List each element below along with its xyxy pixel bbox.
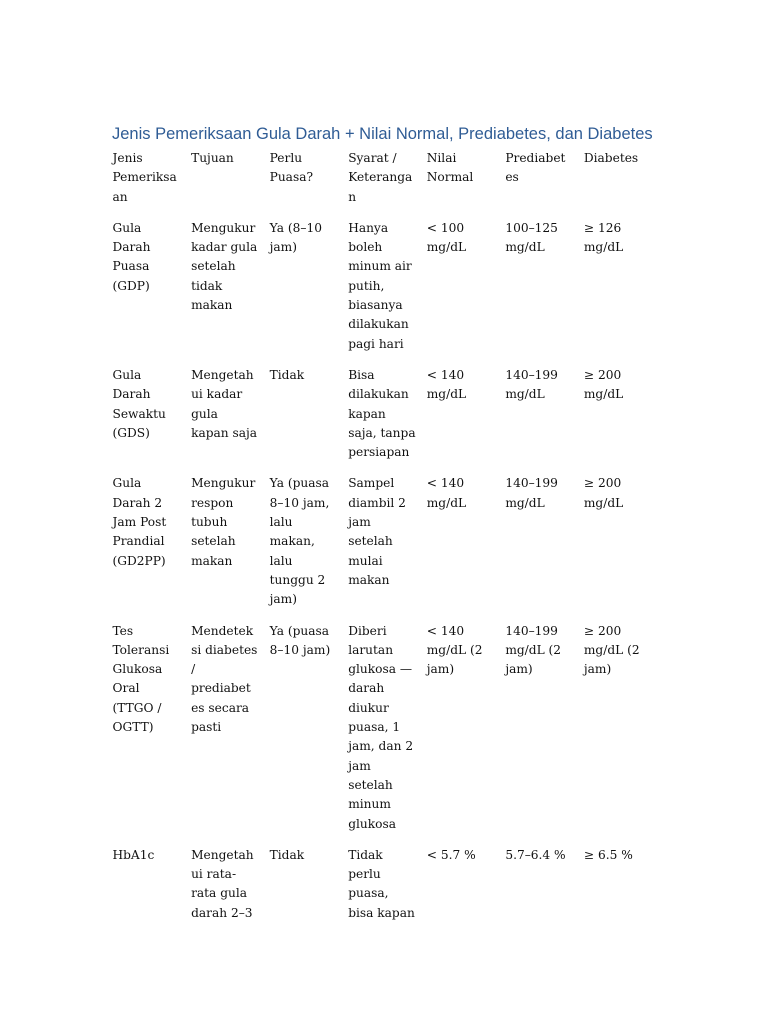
table-cell: ≥ 200 mg/dL [583,476,624,510]
header-jenis-pemeriksaan: Jenis Pemeriksa an [112,151,177,204]
table-cell: 140–199 mg/dL (2 jam) [505,623,562,677]
table-row [108,366,658,474]
table-cell: 5.7–6.4 % [505,847,566,862]
table-cell: Mengukur kadar gula setelah tidak makan [191,220,258,313]
table-header-row [108,149,658,219]
table-row [108,474,658,621]
table-cell: < 140 mg/dL [426,367,467,402]
table-cell: Mengetah ui kadar gula kapan saja [191,367,258,440]
table-cell: ≥ 126 mg/dL [583,220,624,255]
table-cell: Gula Darah Sewaktu (GDS) [112,367,166,440]
table-row [108,846,658,935]
table-cell: ≥ 200 mg/dL [583,367,624,402]
table-cell: Tes Toleransi Glukosa Oral (TTGO / OGTT) [112,623,170,735]
table-cell: Bisa dilakukan kapan saja, tanpa persiapan [348,367,416,460]
table-cell: Diberi larutan glukosa — darah diukur puasa, 1 jam, dan 2 jam setelah minum glukosa [348,623,414,831]
table-cell: < 100 mg/dL [426,220,467,255]
header-prediabetes: Prediabet es [505,151,566,185]
table-cell: Tidak perlu puasa, bisa kapan [348,847,415,920]
table-cell: Tidak [269,367,305,382]
header-tujuan: Tujuan [191,151,234,165]
document-title: Jenis Pemeriksaan Gula Darah + Nilai Normal, Prediabetes, dan Diabetes [112,125,653,143]
table-cell: 140–199 mg/dL [505,367,558,402]
table-cell: < 140 mg/dL (2 jam) [426,623,483,677]
table-cell: Gula Darah Puasa (GDP) [112,220,151,293]
table-cell: Mendetek si diabetes / prediabet es secara pasti [191,623,258,735]
header-perlu-puasa: Perlu Puasa? [269,151,313,185]
table-cell: ≥ 200 mg/dL (2 jam) [583,623,640,677]
table-cell: Sampel diambil 2 jam setelah mulai makan [348,476,406,587]
table-row [108,219,658,366]
header-syarat-keterangan: Syarat / Keterangа n [348,151,413,204]
table-cell: Tidak [269,847,305,862]
table-cell: Mengukur respon tubuh setelah makan [191,476,256,568]
table-cell: Ya (8–10 jam) [269,220,322,255]
table-cell: < 140 mg/dL [426,476,467,510]
header-diabetes: Diabetes [583,151,639,165]
table-cell: Mengetah ui rata- rata gula darah 2–3 [191,847,254,920]
table-cell: Ya (puasa 8–10 jam) [269,623,331,657]
table-cell: Ya (puasa 8–10 jam, lalu makan, lalu tunggu 2 jam) [269,476,330,607]
table-cell: 140–199 mg/dL [505,476,558,510]
table-cell: Gula Darah 2 Jam Post Prandial (GD2PP) [112,476,167,568]
header-nilai-normal: Nilai Normal [426,151,474,185]
table-cell: Hanya boleh minum air putih, biasanya dilakukan pagi hari [348,220,412,351]
table-cell: ≥ 6.5 % [583,847,633,862]
table-row [108,622,658,846]
blood-sugar-test-table [108,149,658,935]
table-cell: HbA1c [112,847,155,862]
table-cell: < 5.7 % [426,847,476,862]
table-cell: 100–125 mg/dL [505,220,558,255]
